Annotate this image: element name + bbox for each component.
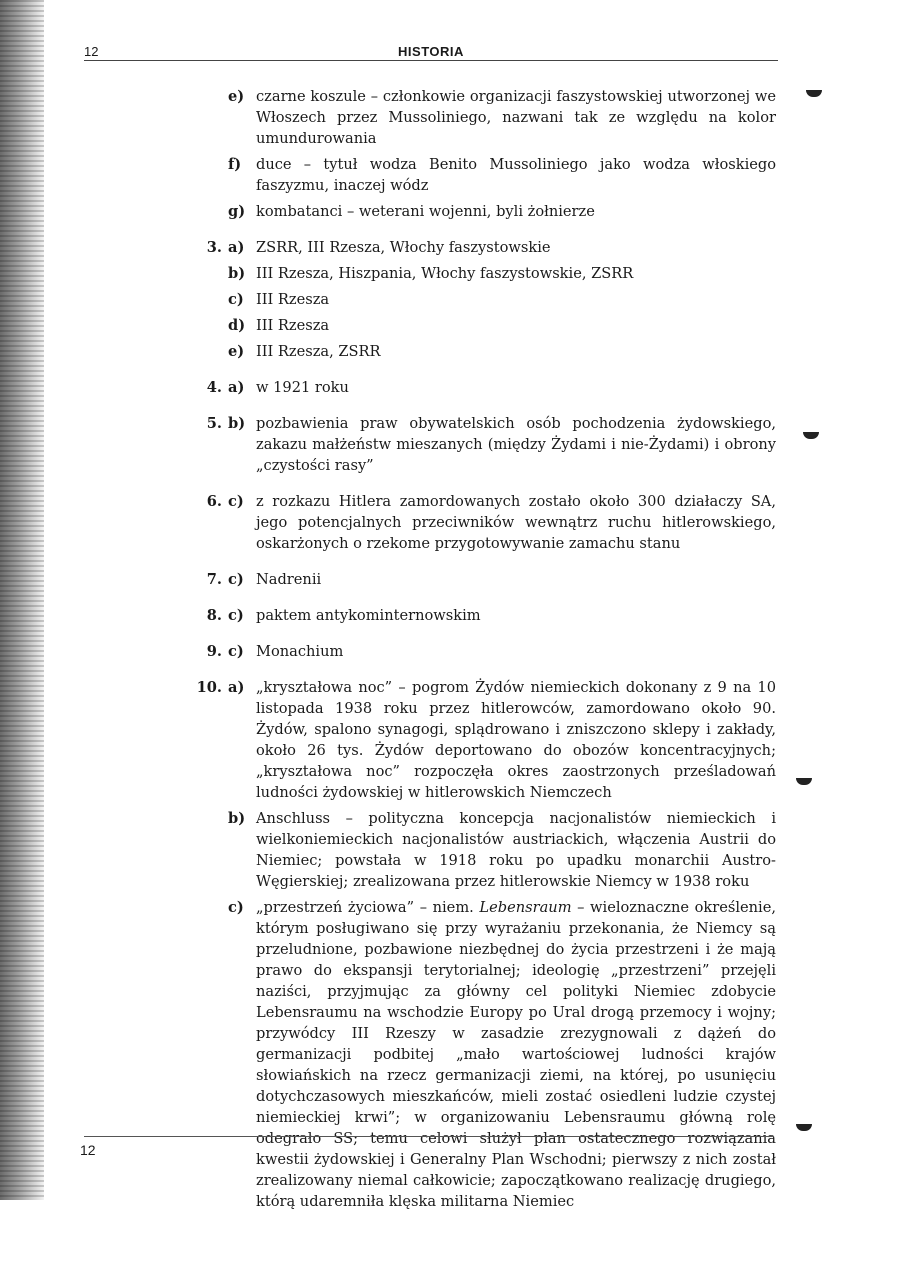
answer-letter: d) [228,317,246,334]
answer-text: III Rzesza [256,291,330,308]
answer-item [0,897,921,1212]
question-number: 10. [196,679,222,696]
answer-text [256,897,776,1212]
answer-item [0,341,921,362]
answer-text: pozbawienia praw obywatelskich osób pochodzenia żydowskiego, zakazu małżeństw mieszanych (między Żydami i nie-Żydami) i obrony „czystości rasy” [256,415,776,474]
question-number: 8. [206,607,222,624]
answer-letter: c) [228,607,244,624]
answer-text: kombatanci – weterani wojenni, byli żołnierze [256,203,595,220]
answer-letter: e) [228,88,245,105]
answer-text: III Rzesza [256,317,330,334]
answer-letter: e) [228,343,245,360]
answer-item [0,641,921,662]
answer-text: „kryształowa noc” – pogrom Żydów niemieckich dokonany z 9 na 10 listopada 1938 roku przez hitlerowców, zamordowano około 90. Żydów, spalono synagogi, splądrowano i zniszczono sklepy i zakłady, około 26 tys. Żydów deportowano do obozów koncentracyjnych; „kryształowa noc” rozpoczęła okres zaostrzonych prześladowań ludności żydowskiej w hitlerowskich Niemczech [256,679,776,801]
answer-text: ZSRR, III Rzesza, Włochy faszystowskie [256,239,551,256]
answer-text: paktem antykominternowskim [256,607,481,624]
answer-text-part: „przestrzeń życiowa” – niem. [256,899,480,916]
answer-list [0,86,921,1212]
answer-text: duce – tytuł wodza Benito Mussoliniego jako wodza włoskiego faszyzmu, inaczej wódz [256,156,776,194]
answer-letter: b) [228,415,246,432]
answer-text: III Rzesza, ZSRR [256,343,381,360]
answer-item [0,237,921,258]
answer-item [0,377,921,398]
answer-letter: f) [228,156,242,173]
answer-item [0,569,921,590]
question-number: 6. [206,493,222,510]
answer-text: z rozkazu Hitlera zamordowanych zostało około 300 działaczy SA, jego potencjalnych przeciwników wewnątrz ruchu hitlerowskiego, oskarżonych o rzekome przygotowywanie zamachu stanu [256,493,776,552]
footer-rule [84,1136,774,1137]
answer-item [0,808,921,892]
answer-letter: a) [228,679,245,696]
answer-text: Nadrenii [256,571,322,588]
answer-item [0,289,921,310]
question-number: 3. [206,239,222,256]
answer-text: czarne koszule – członkowie organizacji faszystowskiej utworzonej we Włoszech przez Mussoliniego, nazwani tak ze względu na kolor umundurowania [256,88,776,147]
answer-item [0,154,921,196]
answer-letter: c) [228,643,244,660]
answer-text-part: – wieloznaczne określenie, którym posługiwano się przy wyrażaniu przekonania, że Niemcy są przeludnione, pozbawione niezbędnej do życia przestrzeni i że mają prawo do ekspansji terytorialnej; ideologię „przestrzeni” przejęli naziści, przyjmując za główny cel polityki Niemiec zdobycie Lebensraumu na wschodzie Europy po Ural drogą przemocy i wojny; przywódcy III Rzeszy w zasadzie zrezygnowali z dążeń do germanizacji podbitej „mało wartościowej ludności krajów słowiańskich na rzecz germanizacji ziemi, na której, po usunięciu dotychczasowych mieszkańców, mieli zostać osiedleni ludzie czystej niemieckiej krwi”; w organizowaniu Lebensraumu główną rolę odegrało SS; temu celowi służył plan ostatecznego rozwiązania kwestii żydowskiej i Generalny Plan Wschodni; pierwszy z nich został zrealizowany niemal całkowicie; zapoczątkowano realizację drugiego, którą udaremniła klęska militarna Niemiec [256,899,776,1210]
answer-item [0,86,921,149]
answer-text: w 1921 roku [256,379,349,396]
question-number: 7. [206,571,222,588]
answer-letter: c) [228,493,244,510]
question-number: 5. [206,415,222,432]
answer-text: Anschluss – polityczna koncepcja nacjonalistów niemieckich i wielkoniemieckich nacjonalistów austriackich, włączenia Austrii do Niemiec; powstała w 1918 roku po upadku monarchii Austro-Węgierskiej; zrealizowana przez hitlerowskie Niemcy w 1938 roku [256,810,776,890]
page-header [84,44,778,61]
answer-item [0,491,921,554]
answer-letter: a) [228,239,245,256]
answer-letter: b) [228,265,246,282]
answer-letter: c) [228,571,244,588]
question-number: 9. [206,643,222,660]
header-page-number: 12 [84,44,99,59]
answer-text-italic: Lebensraum [479,899,572,916]
answer-item [0,413,921,476]
answer-letter: b) [228,810,246,827]
answer-letter: c) [228,899,244,916]
answer-item [0,605,921,626]
answer-item [0,263,921,284]
header-title: HISTORIA [398,44,464,59]
answer-text: Monachium [256,643,344,660]
answer-item [0,677,921,803]
answer-text: III Rzesza, Hiszpania, Włochy faszystowskie, ZSRR [256,265,634,282]
question-number: 4. [206,379,222,396]
answer-item [0,201,921,222]
answer-letter: g) [228,203,246,220]
answer-letter: c) [228,291,244,308]
answer-item [0,315,921,336]
answer-letter: a) [228,379,245,396]
footer-page-number: 12 [80,1142,96,1158]
